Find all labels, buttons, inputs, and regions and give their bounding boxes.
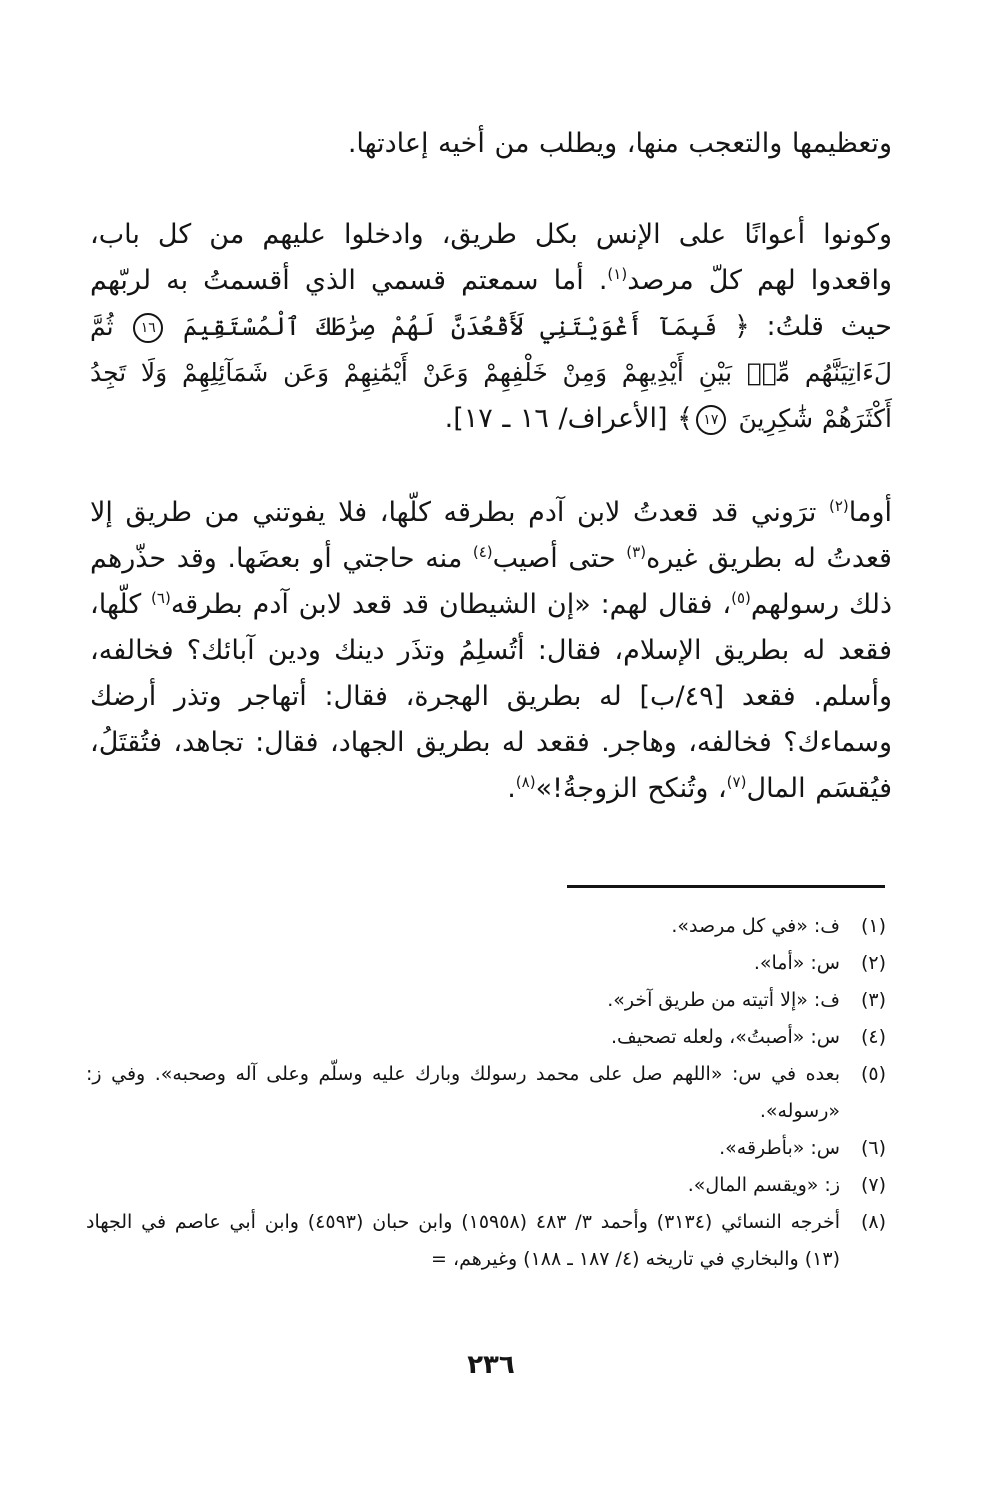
footnote-item — [86, 908, 886, 945]
footnote-number: (٤) — [860, 1026, 886, 1048]
footnote-separator — [567, 885, 885, 888]
footnote-ref-5[interactable]: (٥) — [731, 589, 751, 607]
footnote-number: (٥) — [860, 1063, 886, 1085]
footnote-text: س: «أصبتُ»، ولعله تصحيف. — [611, 1026, 840, 1048]
paragraph-3-text-f: كلّها، فقعد له بطريق الإسلام، فقال: أتُسلِمُ وتذَر دينك ودين آبائك؟ فخالفه، وأسلم. فقعد [٤٩/ب] له بطريق الهجرة، فقال: أتهاجر وتذر أرضك وسماءك؟ فخالفه، وهاجر. فقعد له بطريق الجهاد، فقال: تجاهد، فتُقتَلُ، فيُقسَم المال — [90, 589, 892, 804]
paragraph-1 — [90, 120, 892, 167]
ayah-number-16-icon: ١٦ — [133, 313, 163, 343]
footnote-item — [86, 1056, 886, 1130]
footnote-text: بعده في س: «اللهم صل على محمد رسولك وبارك عليه وسلّم وعلى آله وصحبه». وفي ز: «رسوله». — [86, 1063, 840, 1122]
quran-verse-17: ثُمَّ لَءَاتِيَنَّهُم مِّنۢ بَيْنِ أَيْدِيهِمْ وَمِنْ خَلْفِهِمْ وَعَنْ أَيْمَٰنِهِمْ وَعَن شَمَآئِلِهِمْ وَلَا تَجِدُ أَكْثَرَهُمْ شَٰكِرِينَ — [90, 312, 892, 433]
footnote-ref-4[interactable]: (٤) — [472, 543, 493, 561]
paragraph-1-text: وتعظيمها والتعجب منها، ويطلب من أخيه إعادتها. — [347, 128, 892, 159]
paragraph-3-text-e: ، فقال لهم: «إن الشيطان قد قعد لابن آدم بطرقه — [170, 589, 732, 620]
footnote-item — [86, 982, 886, 1019]
footnote-ref-3[interactable]: (٣) — [626, 543, 647, 561]
footnote-ref-6[interactable]: (٦) — [151, 589, 171, 607]
footnote-number: (٧) — [860, 1174, 886, 1196]
footnote-item — [86, 1167, 886, 1204]
footnote-text: س: «أما». — [753, 952, 840, 974]
paragraph-3 — [90, 490, 892, 812]
ayah-number-17-icon: ١٧ — [696, 405, 726, 435]
paragraph-3-text-g: ، وتُنكح الزوجةُ!» — [535, 773, 727, 804]
footnote-item — [86, 1204, 886, 1278]
paragraph-3-text-b: ترَوني قد قعدتُ لابن آدم بطرقه كلّها، فلا يفوتني من طريق إلا قعدتُ له بطريق غيره — [90, 497, 892, 574]
page-number: ٢٣٦ — [467, 1350, 515, 1380]
paragraph-3-text-c: حتى أصيب — [492, 543, 627, 574]
footnote-ref-2[interactable]: (٢) — [828, 497, 849, 515]
footnote-item — [86, 1130, 886, 1167]
footnote-text: ف: «إلا أتيته من طريق آخر». — [607, 989, 840, 1011]
footnote-ref-7[interactable]: (٧) — [726, 773, 747, 791]
footnotes-section — [86, 908, 886, 1278]
footnote-number: (١) — [860, 915, 886, 937]
footnote-item — [86, 945, 886, 982]
paragraph-2 — [90, 212, 892, 442]
quran-reference: ﴾ [الأعراف/ ١٦ ـ ١٧]. — [444, 403, 693, 434]
footnote-ref-8[interactable]: (٨) — [515, 773, 536, 791]
footnote-item — [86, 1019, 886, 1056]
footnote-number: (٨) — [860, 1211, 886, 1233]
paragraph-2-text-b: . أما سمعتم قسمي الذي أقسمتُ به لربّهم حيث قلتُ: ﴿ — [90, 265, 892, 342]
paragraph-2-text-a: وكونوا أعوانًا على الإنس بكل طريق، وادخلوا عليهم من كل باب، واقعدوا لهم كلّ مرصد — [90, 219, 892, 296]
paragraph-3-text-d: منه حاجتي أو بعضَها. وقد حذّرهم ذلك رسولهم — [90, 543, 893, 620]
paragraph-3-text-h: . — [507, 773, 516, 804]
footnote-text: ف: «في كل مرصد». — [671, 915, 840, 937]
footnote-text: ز: «ويقسم المال». — [687, 1174, 840, 1196]
footnote-text: أخرجه النسائي (٣١٣٤) وأحمد ٣/ ٤٨٣ (١٥٩٥٨) وابن حبان (٤٥٩٣) وابن أبي عاصم في الجهاد (١٣) والبخاري في تاريخه (٤/ ١٨٧ ـ ١٨٨) وغيرهم، = — [86, 1211, 841, 1270]
footnote-ref-1[interactable]: (١) — [607, 265, 628, 283]
footnote-number: (٣) — [860, 989, 886, 1011]
footnote-number: (٦) — [860, 1137, 886, 1159]
quran-verse-16: فَبِمَآ أَغْوَيْتَنِي لَأَقْعُدَنَّ لَهُمْ صِرَٰطَكَ ٱلْمُسْتَقِيمَ — [182, 312, 718, 341]
footnote-number: (٢) — [860, 952, 886, 974]
footnote-text: س: «بأطرقه». — [719, 1137, 840, 1159]
paragraph-3-text-a: أوما — [848, 497, 892, 528]
